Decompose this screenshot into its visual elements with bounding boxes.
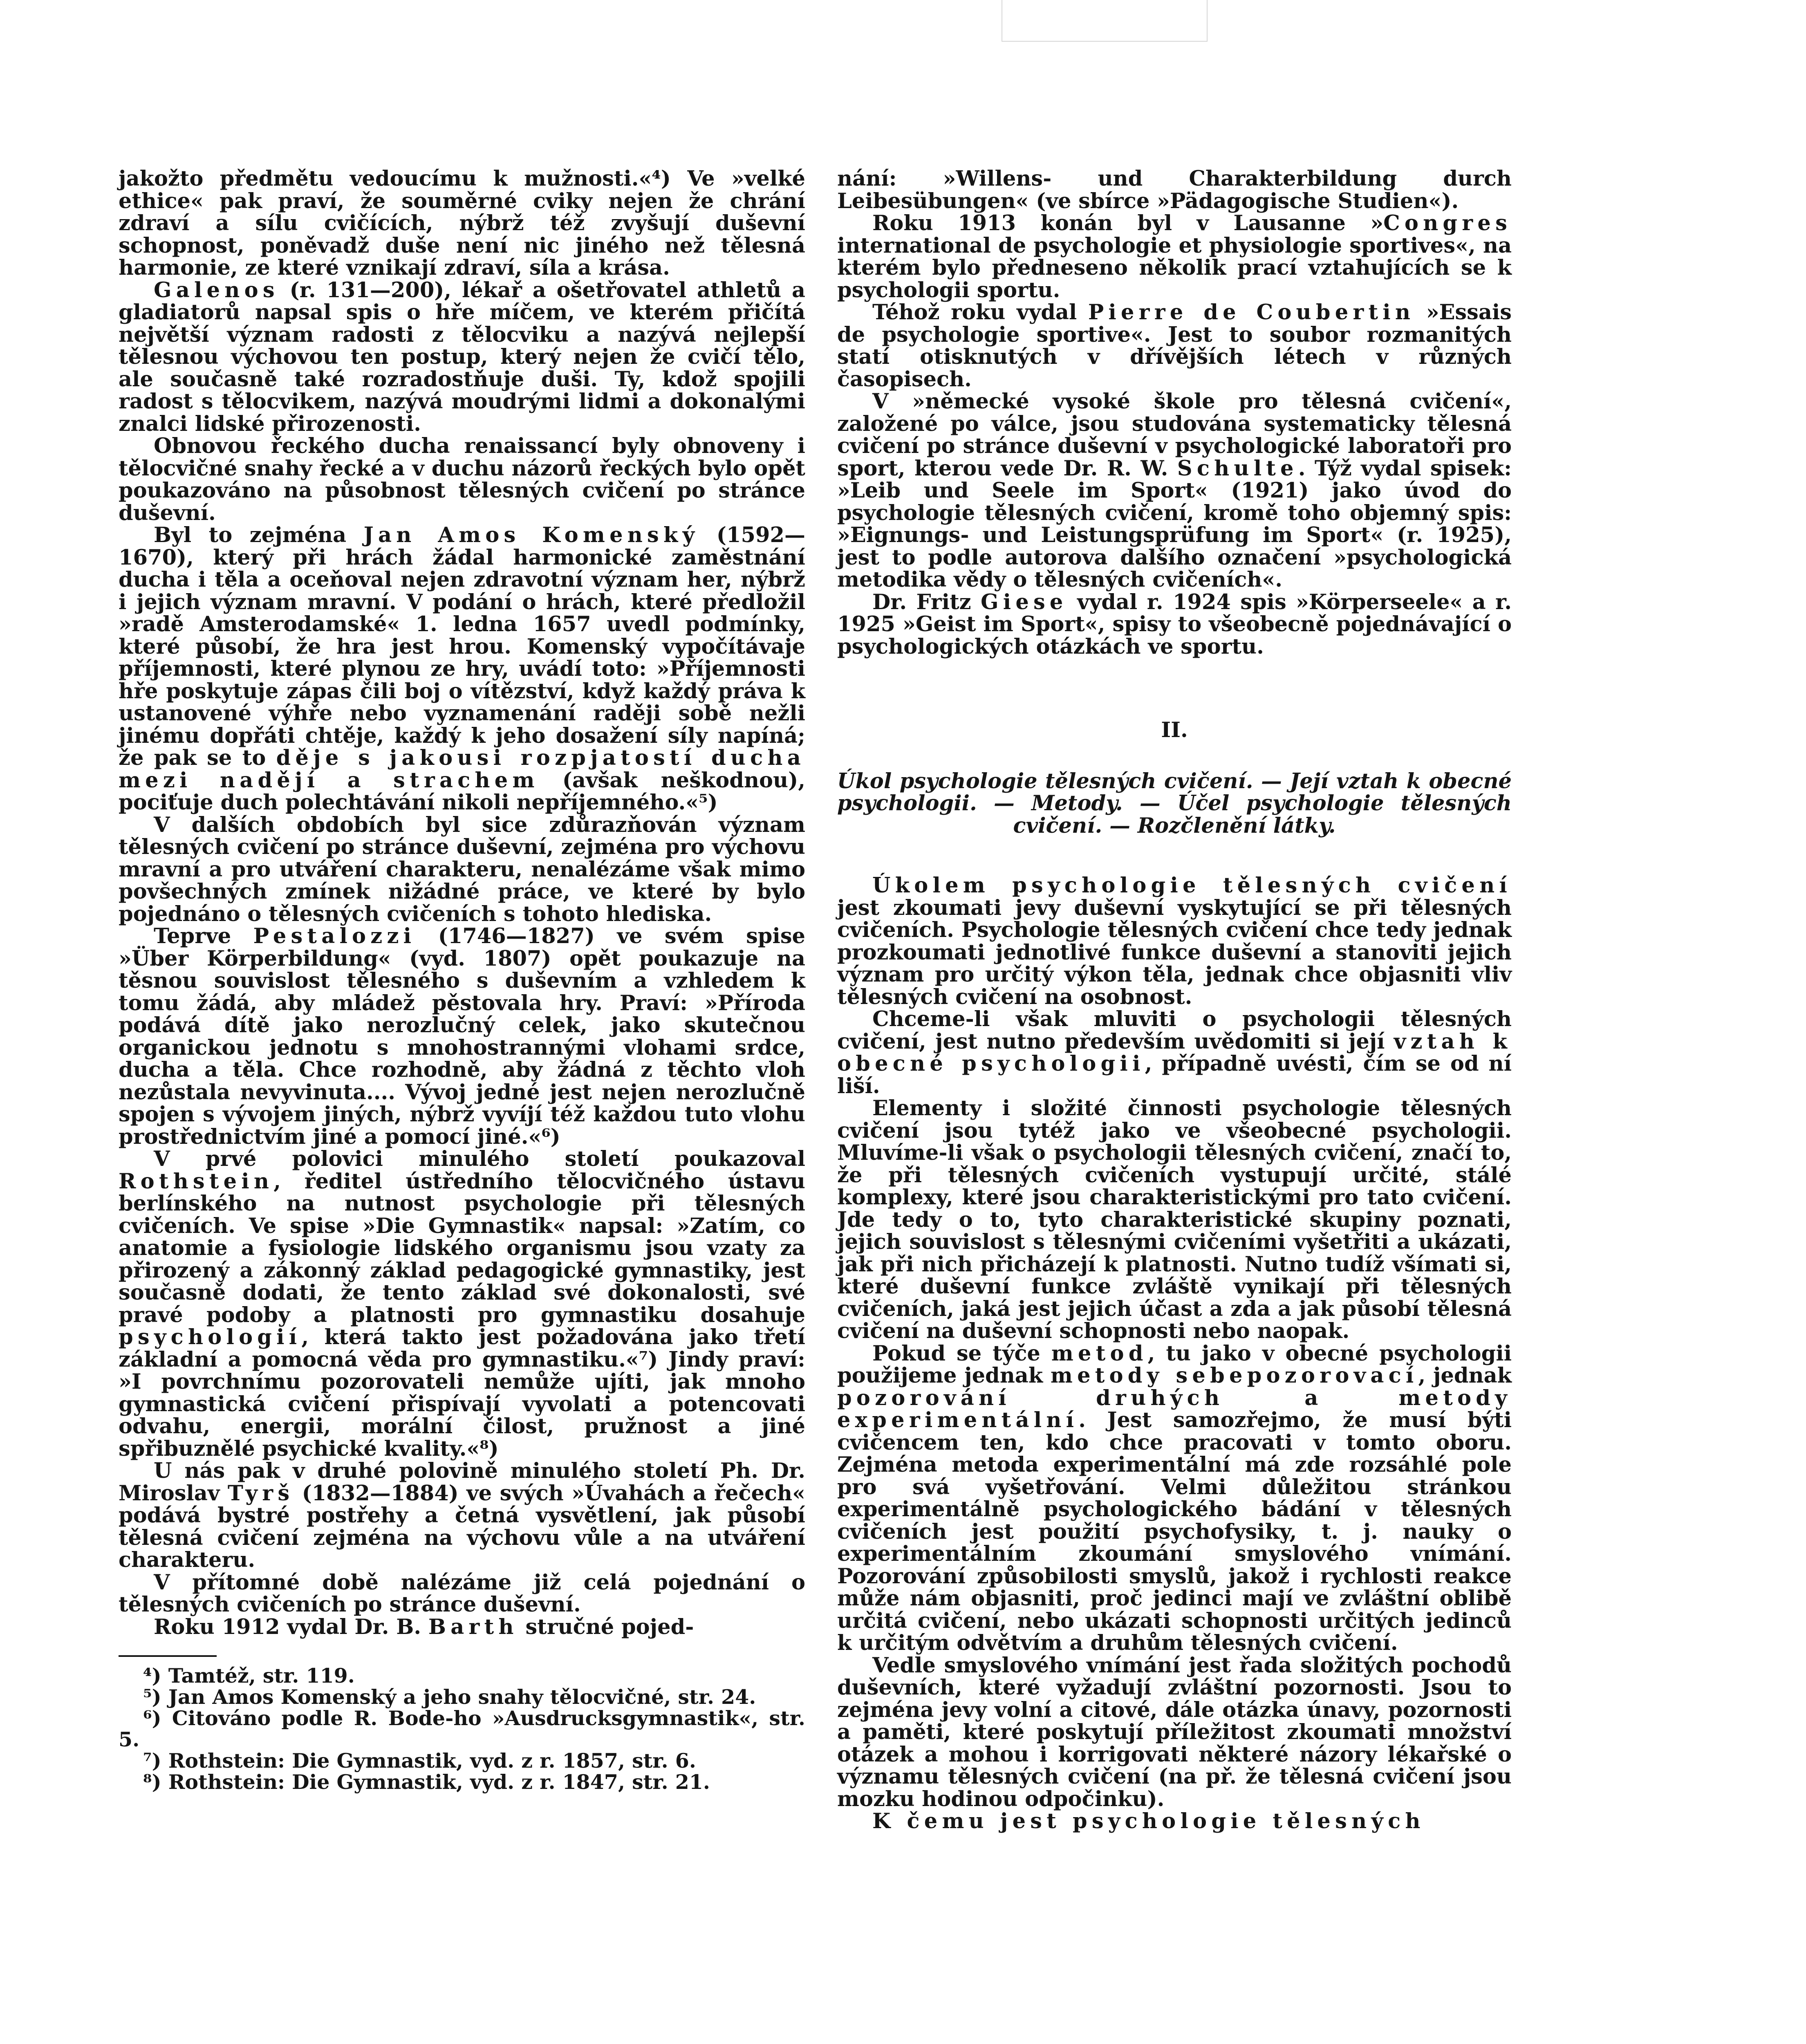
paragraph: Roku 1913 konán byl v Lausanne »Congres international de psychologie et physiologie sportives«, na kterém bylo předneseno několik prací vztahujících se k psychologii sportu. bbox=[837, 211, 1512, 303]
author-name: Galenos bbox=[154, 278, 279, 303]
paragraph: Elementy i složité činnosti psychologie tělesných cvičení jsou tytéž jako ve všeobecné psychologii. Mluvíme-li však o psychologii tělesných cvičení, značí to, že při tělesných cvičeních vystupují určité, stálé komplexy, které jsou charakteristickými pro tato cvičení. Jde tedy o to, tyto charakteristické skupiny poznati, jejich souvislost s tělesnými cvičeními vyšetřiti a ukázati, jak při nich přicházejí k platnosti. Nutno tudíž všímati si, které duševní funkce zvláště vynikají při tělesných cvičeních, jaká jest jejich účast a zda a jak působí tělesná cvičení na duševní schopnosti nebo naopak. bbox=[837, 1096, 1512, 1343]
footnote: ⁴) Tamtéž, str. 119. bbox=[143, 1664, 355, 1688]
paragraph: Úkolem psychologie tělesných cvičení jest zkoumati jevy duševní vyskytující se při tělesných cvičeních. Psychologie tělesných cvičení chce tedy jednak prozkoumati jednotlivé funkce duševní a stanoviti jejich význam pro určitý výkon těla, jednak chce objasniti vliv tělesných cvičení na osobnost. bbox=[837, 873, 1512, 1009]
section-subtitle: Úkol psychologie tělesných cvičení. — Její vztah k obecné psychologii. — Metody. — Účel psychologie tělesných cvičení. — Rozčlenění látky. bbox=[837, 769, 1512, 838]
paragraph: V »německé vysoké škole pro tělesná cvičení«, založené po válce, jsou studována systematicky tělesná cvičení po stránce duševní v psychologické laboratoři pro sport, kterou vede Dr. R. W. Schulte. Týž vydal spisek: »Leib und Seele im Sport« (1921) jako úvod do psychologie tělesných cvičení, kromě toho objemný spis: »Eignungs- und Leistungsprüfung im Sport« (r. 1925), jest to podle autorova dalšího označení »psychologická metodika vědy o tělesných cvičeních«. bbox=[837, 389, 1512, 592]
author-name: Jan Amos Komenský bbox=[363, 523, 699, 547]
left-column bbox=[119, 168, 805, 1793]
right-column bbox=[837, 168, 1512, 1833]
author-name: Schulte bbox=[1177, 456, 1298, 481]
paragraph: Pokud se týče metod, tu jako v obecné psychologii použijeme jednak metody sebepozorovací, jednak pozorování druhých a metody experimentální. Jest samozřejmo, že musí býti cvičencem ten, kdo chce pracovati v tomto oboru. Zejména metoda experimentální má zde rozsáhlé pole pro svá vyšetřování. Velmi důležitou stránkou experimentálně psychologického bádání v tělesných cvičeních jest použití psychofysiky, t. j. nauky o experimentálním zkoumání smyslového vnímání. Pozorování způsobilosti smyslů, jakož i rychlosti reakce může nám objasniti, proč jedinci mají ve zvláštní oblibě určitá cvičení, nebo ukázati schopnosti určitých jedinců k určitým odvětvím a druhům tělesných cvičení. bbox=[837, 1341, 1512, 1655]
footnote: ⁶) Citováno podle R. Bode-ho »Ausdrucksgymnastik«, str. 5. bbox=[119, 1706, 805, 1751]
paragraph: Téhož roku vydal Pierre de Coubertin »Essais de psychologie sportive«. Jest to soubor rozmanitých statí otisknutých v dřívějších létech v různých časopisech. bbox=[837, 300, 1512, 392]
paragraph bbox=[837, 1810, 1512, 1833]
author-name: Tyrš bbox=[227, 1481, 294, 1506]
scan-edge-mark bbox=[1002, 0, 1208, 42]
emphasis: Úkolem psychologie tělesných cvičení bbox=[872, 873, 1512, 898]
footnote: ⁸) Rothstein: Die Gymnastik, vyd. z r. 1847, str. 21. bbox=[143, 1770, 710, 1794]
author-name: Rothstein bbox=[119, 1169, 274, 1194]
paragraph: nání: »Willens- und Charakterbildung durch Leibesübungen« (ve sbírce »Pädagogische Studien«). bbox=[837, 166, 1512, 213]
footnote-divider bbox=[119, 1655, 217, 1657]
emphasis: Congres bbox=[1383, 211, 1512, 235]
emphasis: K čemu jest psychologie tělesných bbox=[872, 1809, 1425, 1833]
emphasis: psychologií bbox=[119, 1325, 302, 1349]
paragraph: U nás pak v druhé polovině minulého století Ph. Dr. Miroslav Tyrš (1832—1884) ve svých »Úvahách a řečech« podává bystré postřehy a četná vysvětlení, jak působí tělesná cvičení zejména na výchovu vůle a na utváření charakteru. bbox=[119, 1459, 805, 1572]
footnote: ⁷) Rothstein: Die Gymnastik, vyd. z r. 1857, str. 6. bbox=[143, 1749, 696, 1773]
author-name: Pierre de Coubertin bbox=[1088, 300, 1415, 325]
paragraph: Chceme-li však mluviti o psychologii tělesných cvičení, jest nutno především uvědomiti si její vztah k obecné psychologii, případně uvésti, čím se od ní liší. bbox=[837, 1007, 1512, 1098]
paragraph: Roku 1912 vydal Dr. B. Barth stručné pojed- bbox=[154, 1614, 694, 1639]
author-name: Pestalozzi bbox=[253, 924, 416, 948]
emphasis: metod bbox=[1051, 1341, 1148, 1366]
paragraph: Obnovou řeckého ducha renaissancí byly obnoveny i tělocvičné snahy řecké a v duchu názorů řeckých bylo opět poukazováno na působnost tělesných cvičení po stránce duševní. bbox=[119, 434, 805, 525]
emphasis: děje s jakousi rozpjatostí ducha mezi nadějí a strachem bbox=[119, 746, 805, 793]
author-name: Barth bbox=[428, 1614, 518, 1639]
paragraph: Byl to zejména Jan Amos Komenský (1592—1670), který při hrách žádal harmonické zaměstnání ducha i těla a oceňoval nejen zdravotní význam her, nýbrž i jejich význam mravní. V podání o hrách, které předložil »radě Amsterodamské« 1. ledna 1657 uvedl podmínky, které působí, že hra jest hrou. Komenský vypočítávaje příjemnosti, které plynou ze hry, uvádí toto: »Příjemnosti hře poskytuje zápas čili boj o vítězství, když každý práva k ustanovené výhře nebo vyznamenání raději sobě nežli jinému dopřáti chtěje, každý k jeho dosažení síly napíná; že pak se to děje s jakousi rozpjatostí ducha mezi nadějí a strachem (avšak neškodnou), pociťuje duch polechtávání nikoli nepříjemného.«⁵) bbox=[119, 523, 806, 815]
paragraph: V prvé polovici minulého století poukazoval Rothstein, ředitel ústředního tělocvičného ústavu berlínského na nutnost psychologie při tělesných cvičeních. Ve spise »Die Gymnastik« napsal: »Zatím, co anatomie a fysiologie lidského organismu jsou vzaty za přirozený a zákonný základ pedagogické gymnastiky, jest současně dodati, že tento základ své dokonalosti, své pravé podoby a platnosti pro gymnastiku dosahuje psychologií, která takto jest požadována jako třetí základní a pomocná věda pro gymnastiku.«⁷) Jindy praví: »I povrchnímu pozorovateli nemůže ujíti, jak mnoho gymnastická cvičení přispívají vyvolati a potencovati odvahu, energii, morální čilost, pružnost a jiné spřibuznělé psychické kvality.«⁸) bbox=[119, 1147, 805, 1461]
paragraph: V dalších obdobích byl sice zdůrazňován význam tělesných cvičení po stránce duševní, zejména pro výchovu mravní a pro utváření charakteru, nenalézáme však mimo povšechných zmínek nižádné práce, ve které by bylo pojednáno o tělesných cvičeních s tohoto hlediska. bbox=[119, 812, 805, 926]
paragraph: Vedle smyslového vnímání jest řada složitých pochodů duševních, které vyžadují zvláštní pozornosti. Jsou to zejména jevy volní a citové, dále otázka únavy, pozornosti a paměti, které poskytují příležitost zkoumati množství otázek a mohou i korrigovati některé názory lékařské o významu tělesných cvičení (na př. že tělesná cvičení jsou mozku hodinou odpočinku). bbox=[837, 1653, 1512, 1811]
emphasis: metody sebepozorovací bbox=[1050, 1363, 1418, 1388]
paragraph: jakožto předmětu vedoucímu k mužnosti.«⁴) Ve »velké ethice« pak praví, že souměrné cviky nejen že chrání zdraví a sílu cvičících, nýbrž též zvyšují duševní schopnost, poněvadž duše není nic jiného než tělesná harmonie, ze které vznikají zdraví, síla a krása. bbox=[119, 166, 805, 280]
paragraph: Galenos (r. 131—200), lékař a ošetřovatel athletů a gladiatorů napsal spis o hře míčem, ve kterém přičítá největší význam radosti z tělocviku a nazývá nejlepší tělesnou výchovou ten postup, který nejen že cvičí tělo, ale současně také rozradostňuje duši. Ty, kdož spojili radost s tělocvikem, nazývá moudrými lidmi a dokonalými znalci lidské přirozenosti. bbox=[119, 278, 805, 436]
emphasis: pozorování druhých bbox=[837, 1385, 1224, 1410]
paragraph: V přítomné době nalézáme již celá pojednání o tělesných cvičeních po stránce duševní. bbox=[119, 1570, 805, 1617]
paragraph: Teprve Pestalozzi (1746—1827) ve svém spise »Über Körperbildung« (vyd. 1807) opět poukazuje na těsnou souvislost tělesného s duševním a vzhledem k tomu žádá, aby mládež pěstovala hry. Praví: »Příroda podává dítě jako nerozlučný celek, jako skutečnou organickou jednotu s mnohostrannými vlohami srdce, ducha a těla. Chce rozhodně, aby žádná z těchto vloh nezůstala nevyvinuta.... Vývoj jedné jest nejen nerozlučně spojen s vývojem jiných, nýbrž vyvíjí též každou tuto vlohu prostřednictvím jiné a pomocí jiné.«⁶) bbox=[119, 924, 805, 1149]
emphasis: metody experimentální bbox=[837, 1385, 1512, 1432]
section-number: II. bbox=[1161, 718, 1188, 742]
paragraph: Dr. Fritz Giese vydal r. 1924 spis »Körperseele« a r. 1925 »Geist im Sport«, spisy to všeobecně pojednávající o psychologických otázkách ve sportu. bbox=[837, 589, 1512, 659]
footnote: ⁵) Jan Amos Komenský a jeho snahy tělocvičné, str. 24. bbox=[143, 1685, 756, 1709]
emphasis: vztah k obecné psychologii bbox=[837, 1029, 1512, 1076]
author-name: Giese bbox=[980, 589, 1068, 614]
